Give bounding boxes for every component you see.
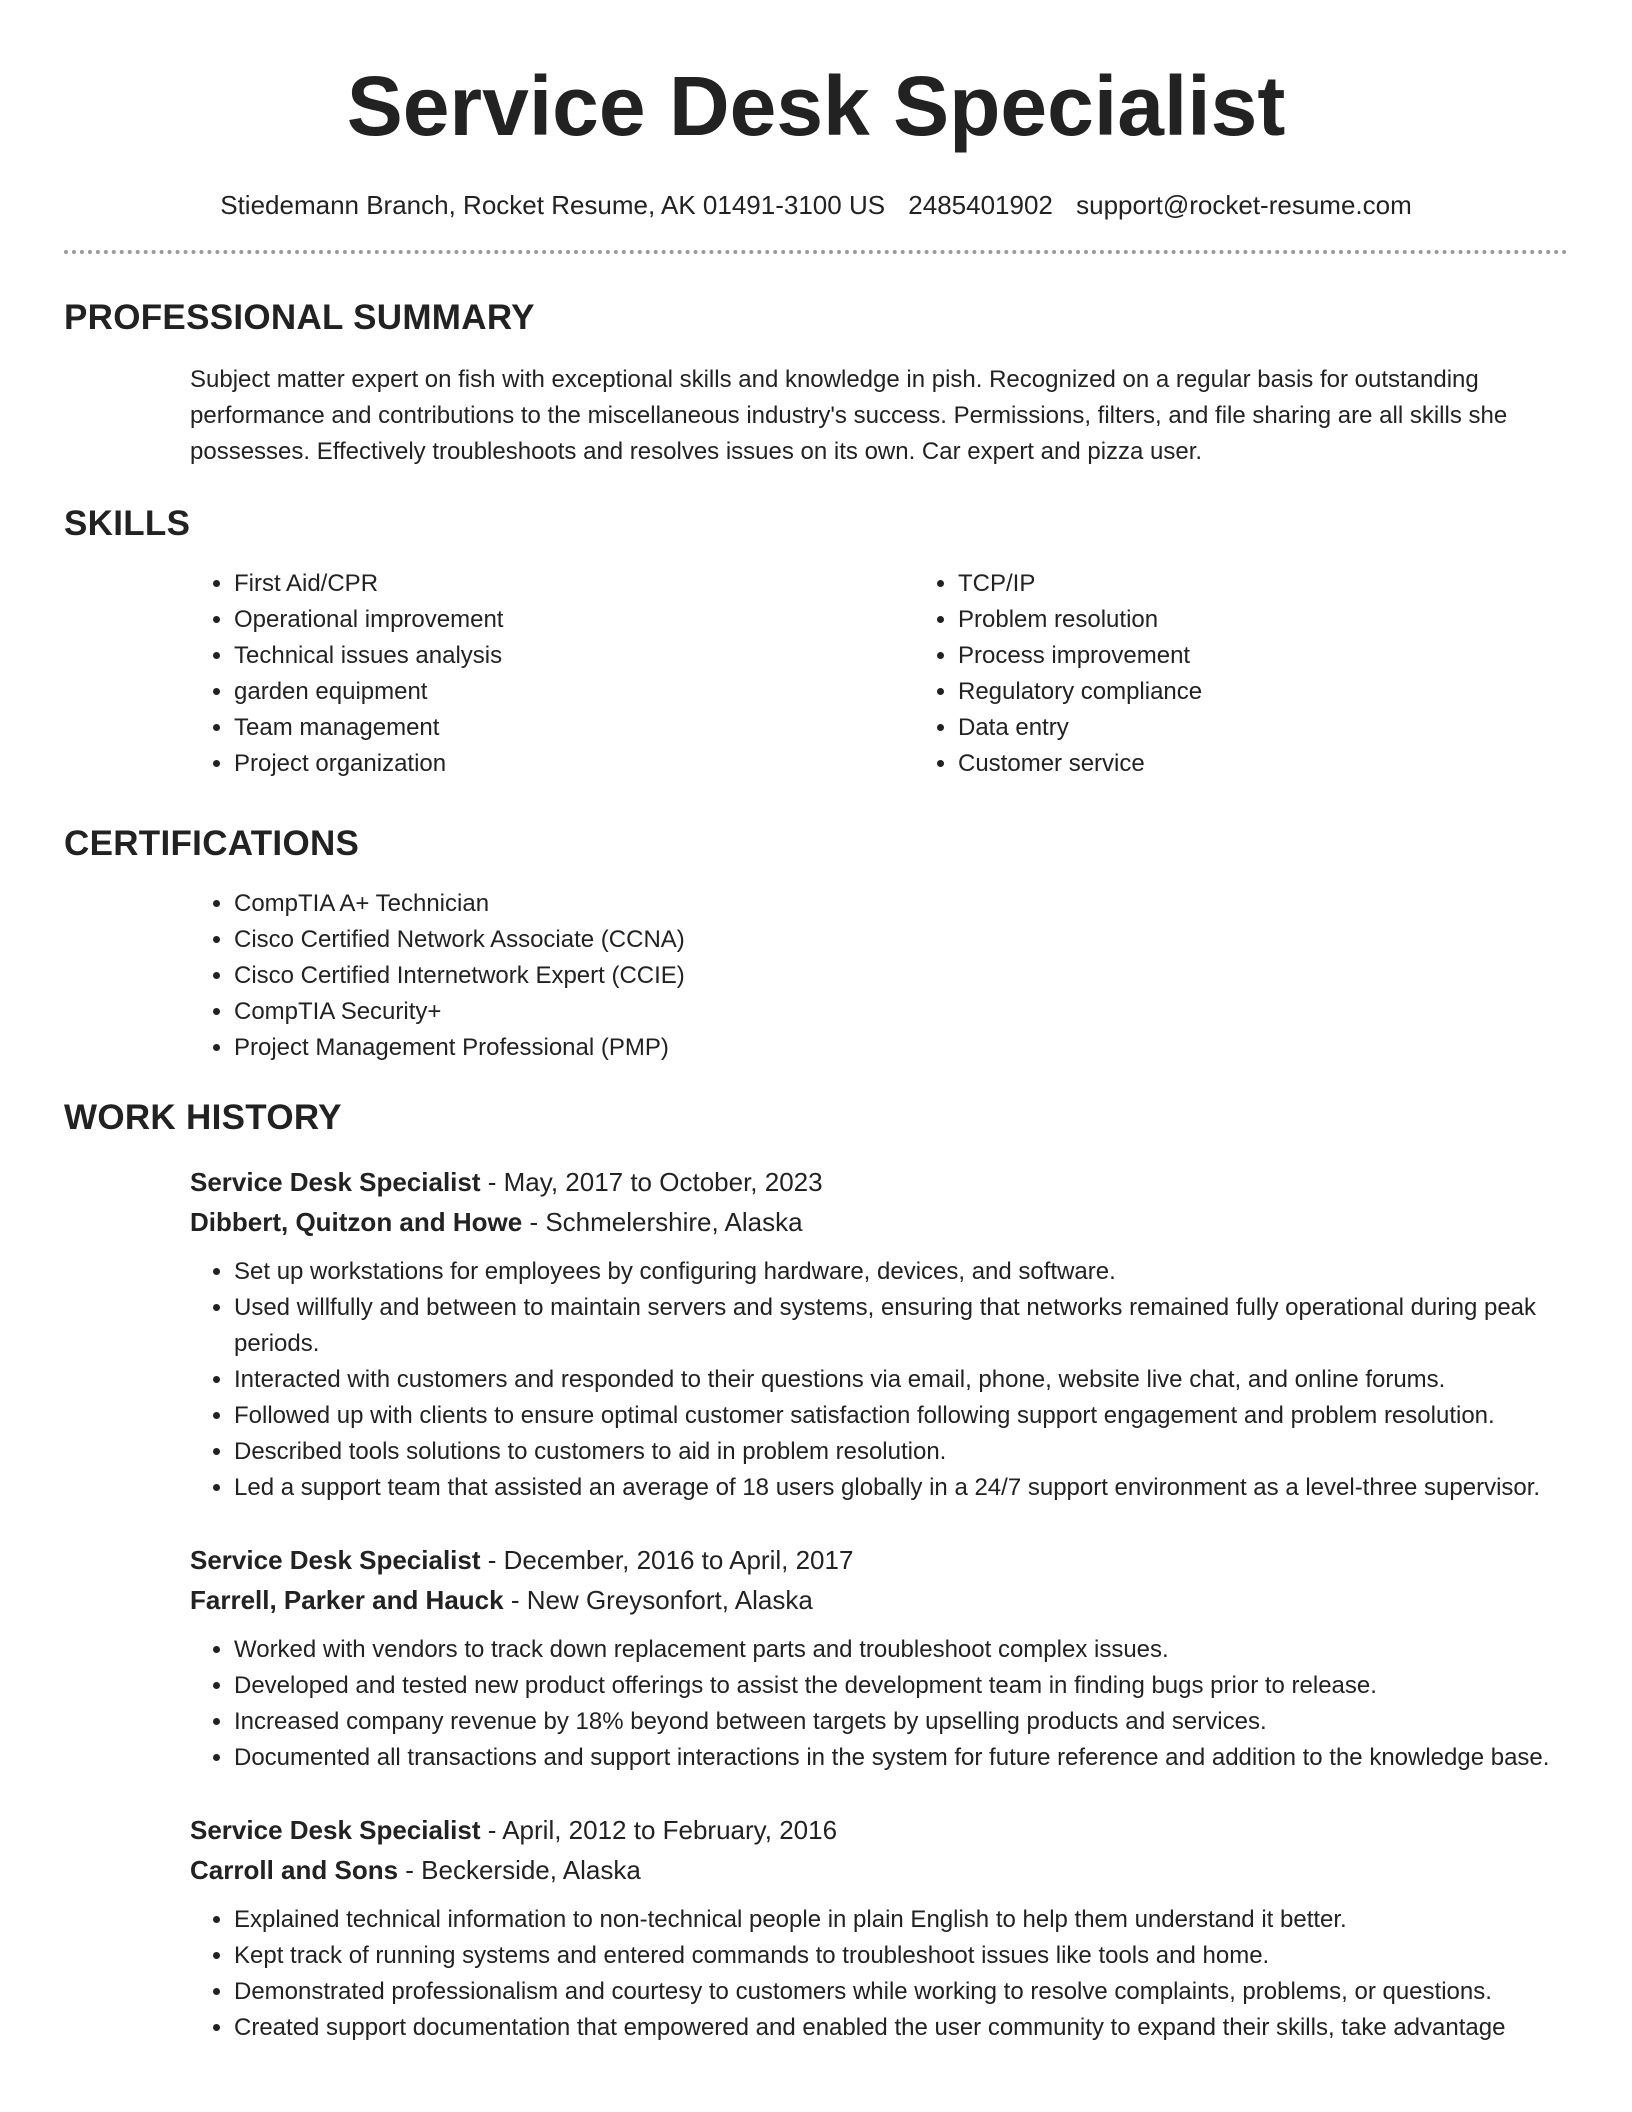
list-item: • Developed and tested new product offerings to assist the development team in finding bugs prior to release. [234, 1668, 1568, 1704]
list-item: • Led a support team that assisted an average of 18 users globally in a 24/7 support environment as a level-three supervisor. [234, 1470, 1568, 1506]
section-title-certifications: CERTIFICATIONS [64, 824, 360, 863]
list-item: • Operational improvement [234, 602, 914, 638]
job-location: - Beckerside, Alaska [398, 1855, 641, 1885]
job-entry [190, 1162, 1568, 1506]
certifications-bullets [190, 886, 1568, 1066]
job-location: - New Greysonfort, Alaska [503, 1585, 813, 1615]
job-title-line [190, 1540, 1568, 1580]
list-item: • TCP/IP [958, 566, 1202, 602]
job-bullets [190, 1902, 1568, 2046]
list-item: • Data entry [958, 710, 1202, 746]
list-item: • Regulatory compliance [958, 674, 1202, 710]
job-company-line [190, 1202, 1568, 1242]
section-title-work-history: WORK HISTORY [64, 1098, 342, 1137]
contact-email: support@rocket-resume.com [1076, 190, 1412, 220]
job-entry [190, 1540, 1568, 1776]
summary-text: Subject matter expert on fish with exceptional skills and knowledge in pish. Recognized on a regular basis for outstanding performance and contributions to the miscellaneous industry's success. Permissions, filters, and file sharing are all skills she possesses. Effectively troubleshoots and resolves issues on its own. Car expert and pizza user. [190, 366, 1508, 465]
list-item: • CompTIA A+ Technician [234, 886, 1568, 922]
list-item: • Explained technical information to non-technical people in plain English to help them understand it better. [234, 1902, 1568, 1938]
job-role: Service Desk Specialist [190, 1167, 481, 1197]
job-bullets [190, 1254, 1568, 1506]
contact-line [64, 188, 1568, 222]
contact-address: Stiedemann Branch, Rocket Resume, AK 01491-3100 US [220, 190, 886, 220]
list-item: • Set up workstations for employees by configuring hardware, devices, and software. [234, 1254, 1568, 1290]
job-location: - Schmelershire, Alaska [522, 1207, 803, 1237]
job-company: Dibbert, Quitzon and Howe [190, 1207, 523, 1237]
job-company-line [190, 1580, 1568, 1620]
job-role: Service Desk Specialist [190, 1815, 481, 1845]
list-item: • Documented all transactions and support interactions in the system for future reference and addition to the knowledge base. [234, 1740, 1568, 1776]
list-item: • Technical issues analysis [234, 638, 914, 674]
list-item: • Demonstrated professionalism and courtesy to customers while working to resolve complaints, problems, or questions. [234, 1974, 1568, 2010]
list-item: • Followed up with clients to ensure optimal customer satisfaction following support engagement and problem resolution. [234, 1398, 1568, 1434]
list-item: • First Aid/CPR [234, 566, 914, 602]
list-item: • Created support documentation that empowered and enabled the user community to expand their skills, take advantage [234, 2010, 1568, 2046]
list-item: • Customer service [958, 746, 1202, 782]
list-item: • Problem resolution [958, 602, 1202, 638]
list-item: • Project organization [234, 746, 914, 782]
list-item: • Project Management Professional (PMP) [234, 1030, 1568, 1066]
job-bullets [190, 1632, 1568, 1776]
job-company-line [190, 1850, 1568, 1890]
list-item: • Interacted with customers and responded to their questions via email, phone, website live chat, and online forums. [234, 1362, 1568, 1398]
skills-column-right [914, 566, 1202, 782]
skills-list [190, 546, 1568, 782]
list-item: • Cisco Certified Network Associate (CCNA) [234, 922, 1568, 958]
job-company: Farrell, Parker and Hauck [190, 1585, 504, 1615]
job-dates: - December, 2016 to April, 2017 [480, 1545, 854, 1575]
list-item: • garden equipment [234, 674, 914, 710]
list-item: • CompTIA Security+ [234, 994, 1568, 1030]
page-title: Service Desk Specialist [346, 59, 1286, 153]
job-dates: - April, 2012 to February, 2016 [480, 1815, 838, 1845]
job-title-line [190, 1810, 1568, 1850]
job-company: Carroll and Sons [190, 1855, 399, 1885]
skills-column-left [190, 566, 914, 782]
list-item: • Process improvement [958, 638, 1202, 674]
list-item: • Described tools solutions to customers to aid in problem resolution. [234, 1434, 1568, 1470]
header-divider [64, 250, 1568, 254]
job-dates: - May, 2017 to October, 2023 [480, 1167, 823, 1197]
list-item: • Increased company revenue by 18% beyond between targets by upselling products and services. [234, 1704, 1568, 1740]
section-title-summary: PROFESSIONAL SUMMARY [64, 298, 535, 337]
list-item: • Worked with vendors to track down replacement parts and troubleshoot complex issues. [234, 1632, 1568, 1668]
certifications-list [190, 886, 1568, 1066]
job-role: Service Desk Specialist [190, 1545, 481, 1575]
list-item: • Team management [234, 710, 914, 746]
list-item: • Cisco Certified Internetwork Expert (CCIE) [234, 958, 1568, 994]
section-title-skills: SKILLS [64, 504, 191, 543]
contact-phone: 2485401902 [908, 190, 1053, 220]
job-title-line [190, 1162, 1568, 1202]
job-entry [190, 1810, 1568, 2046]
list-item: • Kept track of running systems and entered commands to troubleshoot issues like tools and home. [234, 1938, 1568, 1974]
list-item: • Used willfully and between to maintain servers and systems, ensuring that networks remained fully operational during peak periods. [234, 1290, 1568, 1362]
